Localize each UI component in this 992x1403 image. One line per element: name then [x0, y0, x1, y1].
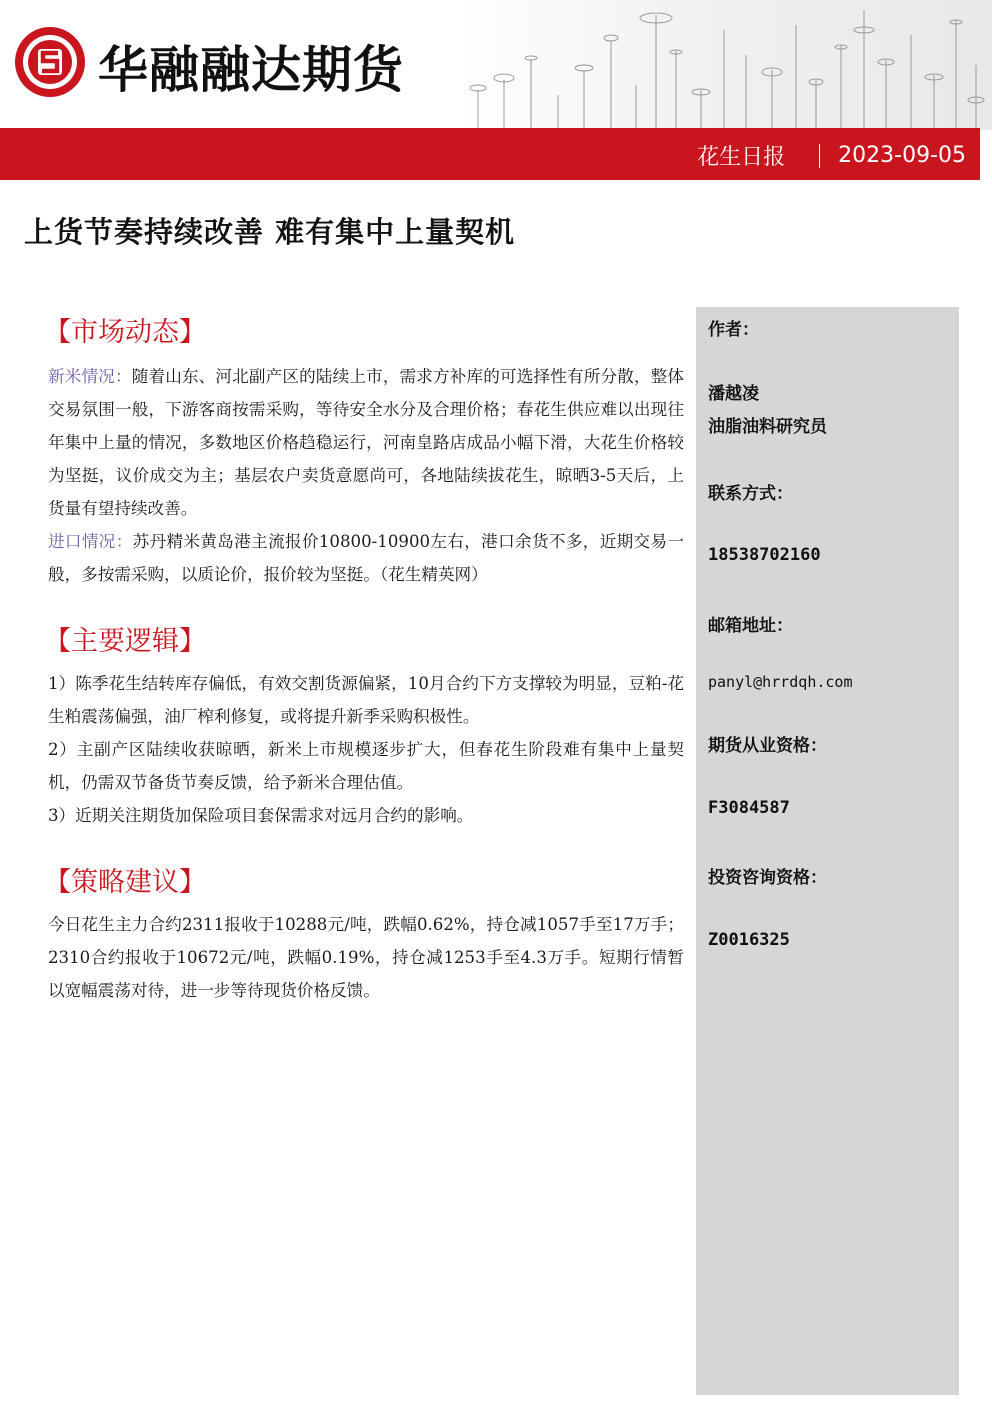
- email-address: panyl@hrrdqh.com: [708, 673, 853, 691]
- author-title: 油脂油料研究员: [708, 417, 827, 437]
- email-label: 邮箱地址：: [708, 616, 793, 636]
- phone-number: 18538702160: [708, 545, 821, 565]
- company-seal-logo-icon: [12, 24, 88, 100]
- report-date: 2023-09-05: [838, 143, 966, 168]
- report-banner: [0, 128, 980, 180]
- author-sidebar: [696, 307, 959, 1395]
- logic-item: 1）陈季花生结转库存偏低，有效交割货源偏紧，10月合约下方支撑较为明显，豆粕-花生粕震荡偏强，油厂榨利修复，或将提升新季采购积极性。: [48, 674, 684, 726]
- strategy-paragraph: 今日花生主力合约2311报收于10288元/吨，跌幅0.62%，持仓减1057手至17万手；2310合约报收于10672元/吨，跌幅0.19%，持仓减1253手至4.3万手。短期行情暂以宽幅震荡对待，进一步等待现货价格反馈。: [48, 915, 684, 1000]
- new-crop-text: 随着山东、河北副产区的陆续上市，需求方补库的可选择性有所分散，整体交易氛围一般，下游客商按需采购，等待安全水分及合理价格；春花生供应难以出现往年集中上量的情况，多数地区价格趋稳运行，河南皇路店成品小幅下滑，大花生价格较为坚挺，议价成交为主；基层农户卖货意愿尚可，各地陆续拔花生，晾晒3-5天后，上货量有望持续改善。: [48, 367, 685, 518]
- futures-qualification-label: 期货从业资格：: [708, 736, 827, 756]
- author-name: 潘越凌: [708, 384, 759, 404]
- banner-divider: [819, 144, 820, 168]
- report-type: 花生日报: [697, 145, 786, 170]
- contact-label: 联系方式：: [708, 484, 793, 504]
- market-new-crop-paragraph: [48, 360, 684, 525]
- futures-qualification-number: F3084587: [708, 798, 790, 818]
- logic-item: 2）主副产区陆续收获晾晒，新米上市规模逐步扩大，但春花生阶段难有集中上量契机，仍需双节备货节奏反馈，给予新米合理估值。: [48, 740, 684, 792]
- report-body: [44, 310, 685, 1007]
- advisory-qualification-label: 投资咨询资格：: [708, 868, 827, 888]
- new-crop-label: 新米情况：: [48, 367, 132, 386]
- author-label: 作者：: [708, 320, 759, 340]
- brand-name: 华融融达期货: [98, 41, 404, 99]
- section-heading-market: 【市场动态】: [44, 317, 206, 348]
- section-heading-strategy: 【策略建议】: [44, 867, 206, 898]
- import-label: 进口情况：: [48, 532, 133, 551]
- decorative-pins-graphic: [456, 0, 992, 130]
- section-heading-logic: 【主要逻辑】: [44, 626, 206, 657]
- logic-item: 3）近期关注期货加保险项目套保需求对远月合约的影响。: [48, 806, 474, 825]
- report-title: 上货节奏持续改善 难有集中上量契机: [24, 215, 516, 249]
- advisory-qualification-number: Z0016325: [708, 930, 790, 950]
- market-import-paragraph: [48, 525, 684, 591]
- report-header: [0, 0, 992, 130]
- import-text: 苏丹精米黄岛港主流报价10800-10900左右，港口余货不多，近期交易一般，多按需采购，以质论价，报价较为坚挺。（花生精英网）: [48, 532, 685, 584]
